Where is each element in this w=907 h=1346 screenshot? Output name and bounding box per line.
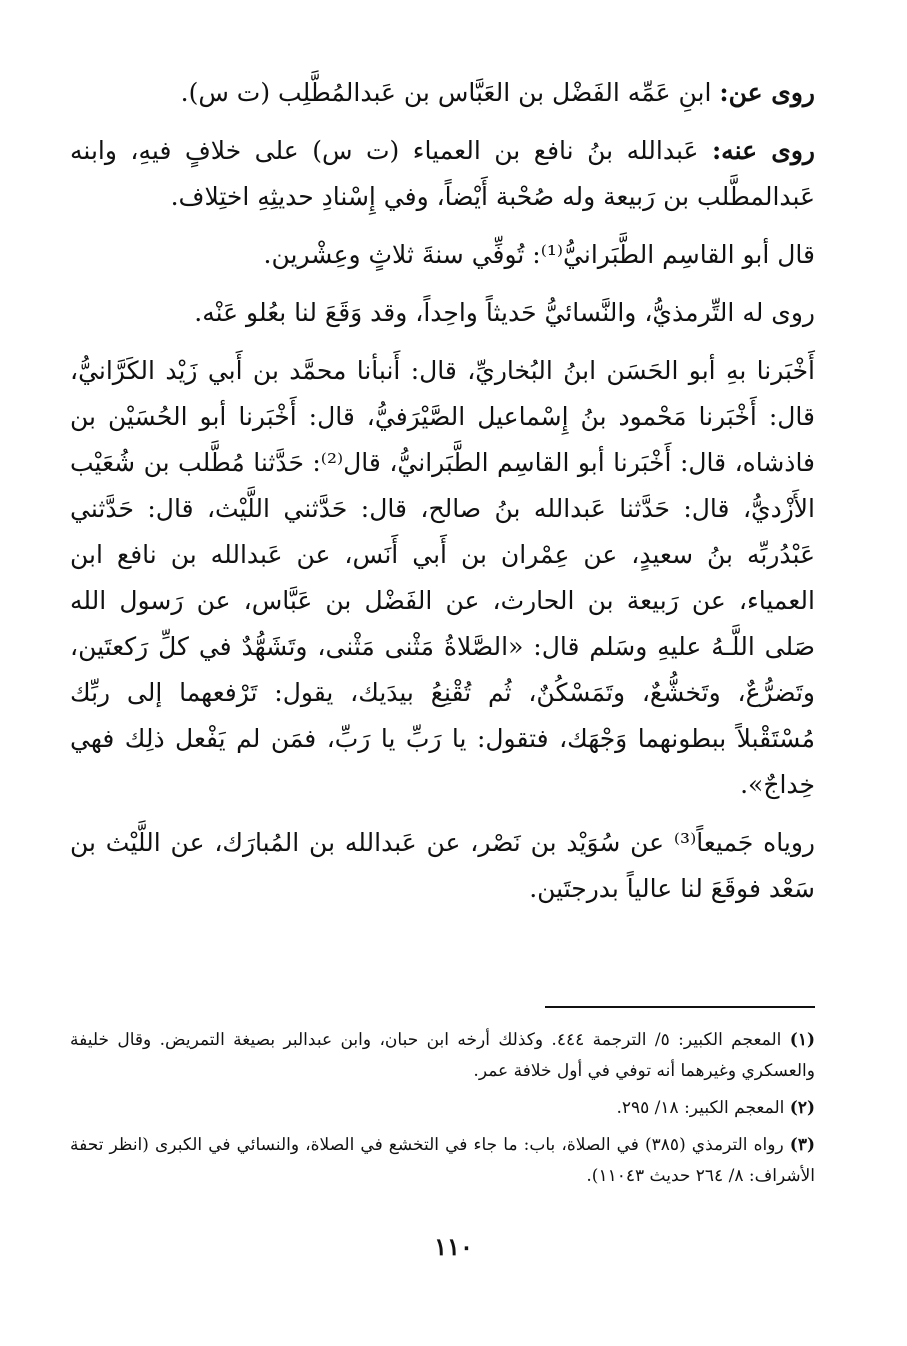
text-narrated-from: ابنِ عَمِّه الفَضْل بن العَبَّاس بن عَبدالمُطَّلِب (ت س). [180, 78, 712, 107]
footnote-3 [70, 1130, 815, 1192]
page-number: ١١٠ [434, 1232, 473, 1261]
footnote-text: رواه الترمذي (٣٨٥) في الصلاة، باب: ما جاء في التخشع في الصلاة، والنسائي في الكبرى (انظر تحفة الأشراف: ٨/ ٢٦٤ حديث ١١٠٤٣). [70, 1135, 815, 1186]
footnote-number: (٢) [789, 1098, 815, 1118]
text-narrated-by: عَبدالله بنُ نافع بن العمياء (ت س) على خلافٍ فيهِ، وابنه عَبدالمطَّلب بن رَبيعة وله صُحْبة أَيْضاً، وفي إِسْنادِ حديثِهِ اختِلاف. [70, 136, 815, 211]
footnotes [70, 1025, 815, 1198]
paragraph-hadith-chain: أَخْبَرنا بهِ أبو الحَسَن ابنُ البُخاريِّ، قال: أَنبأنا محمَّد بن أَبي زَيْد الكَرَّانيُّ، قال: أَخْبَرنا مَحْمود بنُ إِسْماعيل الصَّيْرَفيُّ، قال: أَخْبَرنا أبو الحُسَيْن بن فاذشاه، قال: أَخْبَرنا أبو القاسِم الطَّبَرانيُّ، قال⁽²⁾: حَدَّثنا مُطَّلب بن شُعَيْب الأَزْديُّ، قال: حَدَّثنا عَبدالله بنُ صالح، قال: حَدَّثني اللَّيْث، قال: حَدَّثني عَبْدُربِّه بنُ سعيدٍ، عن عِمْران بن أَبي أَنَس، عن عَبدالله بن نافع ابن العمياء، عن رَبيعة بن الحارث، عن الفَضْل بن عَبَّاس، عن رَسول الله صَلى اللَّـهُ عليهِ وسَلم قال: «الصَّلاةُ مَثْنى مَثْنى، وتَشَهُّدٌ في كلِّ رَكعتَين، وتَضرُّعٌ، وتَخشُّعٌ، وتَمَسْكُنٌ، ثُم تُقْنِعُ بيدَيك، يقول: تَرْفعهما إلى ربِّك مُسْتَقْبلاً ببطونهما وَجْهَك، فتقول: يا رَبِّ يا رَبِّ، فمَن لم يَفْعل ذلِك فهي خِداجٌ». [70, 356, 816, 799]
footnote-2 [70, 1093, 815, 1124]
footnote-text: المعجم الكبير: ٥/ الترجمة ٤٤٤. وكذلك أرخه ابن حبان، وابن عبدالبر بصيغة التمريض. وقال خليفة والعسكري وغيرهما أنه توفي في أول خلافة عمر. [70, 1030, 815, 1081]
page-body [70, 70, 816, 1186]
paragraph-narrated-from [70, 70, 815, 116]
footnote-text: المعجم الكبير: ١٨/ ٢٩٥. [616, 1098, 785, 1118]
footnote-number: (٣) [789, 1135, 815, 1155]
footnote-divider [545, 1006, 815, 1008]
label-narrated-by: روى عنه: [711, 136, 816, 165]
paragraph-narrated-by [70, 128, 815, 220]
label-narrated-from: روى عن: [719, 78, 815, 107]
footnote-1 [70, 1025, 815, 1087]
footnote-number: (١) [789, 1030, 816, 1050]
paragraph-death-date: قال أبو القاسِم الطَّبَرانيُّ⁽¹⁾: تُوفِّي سنةَ ثلاثٍ وعِشْرين. [263, 240, 815, 269]
paragraph-transmission: روى له التِّرمذيُّ، والنَّسائيُّ حَديثاً واحِداً، وقد وَقَعَ لنا بعُلو عَنْه. [194, 298, 815, 327]
paragraph-closing: روياه جَميعاً⁽³⁾ عن سُوَيْد بن نَصْر، عن عَبدالله بن المُبارَك، عن اللَّيْث بن سَعْد فوقَعَ لنا عالياً بدرجتَين. [70, 828, 815, 903]
